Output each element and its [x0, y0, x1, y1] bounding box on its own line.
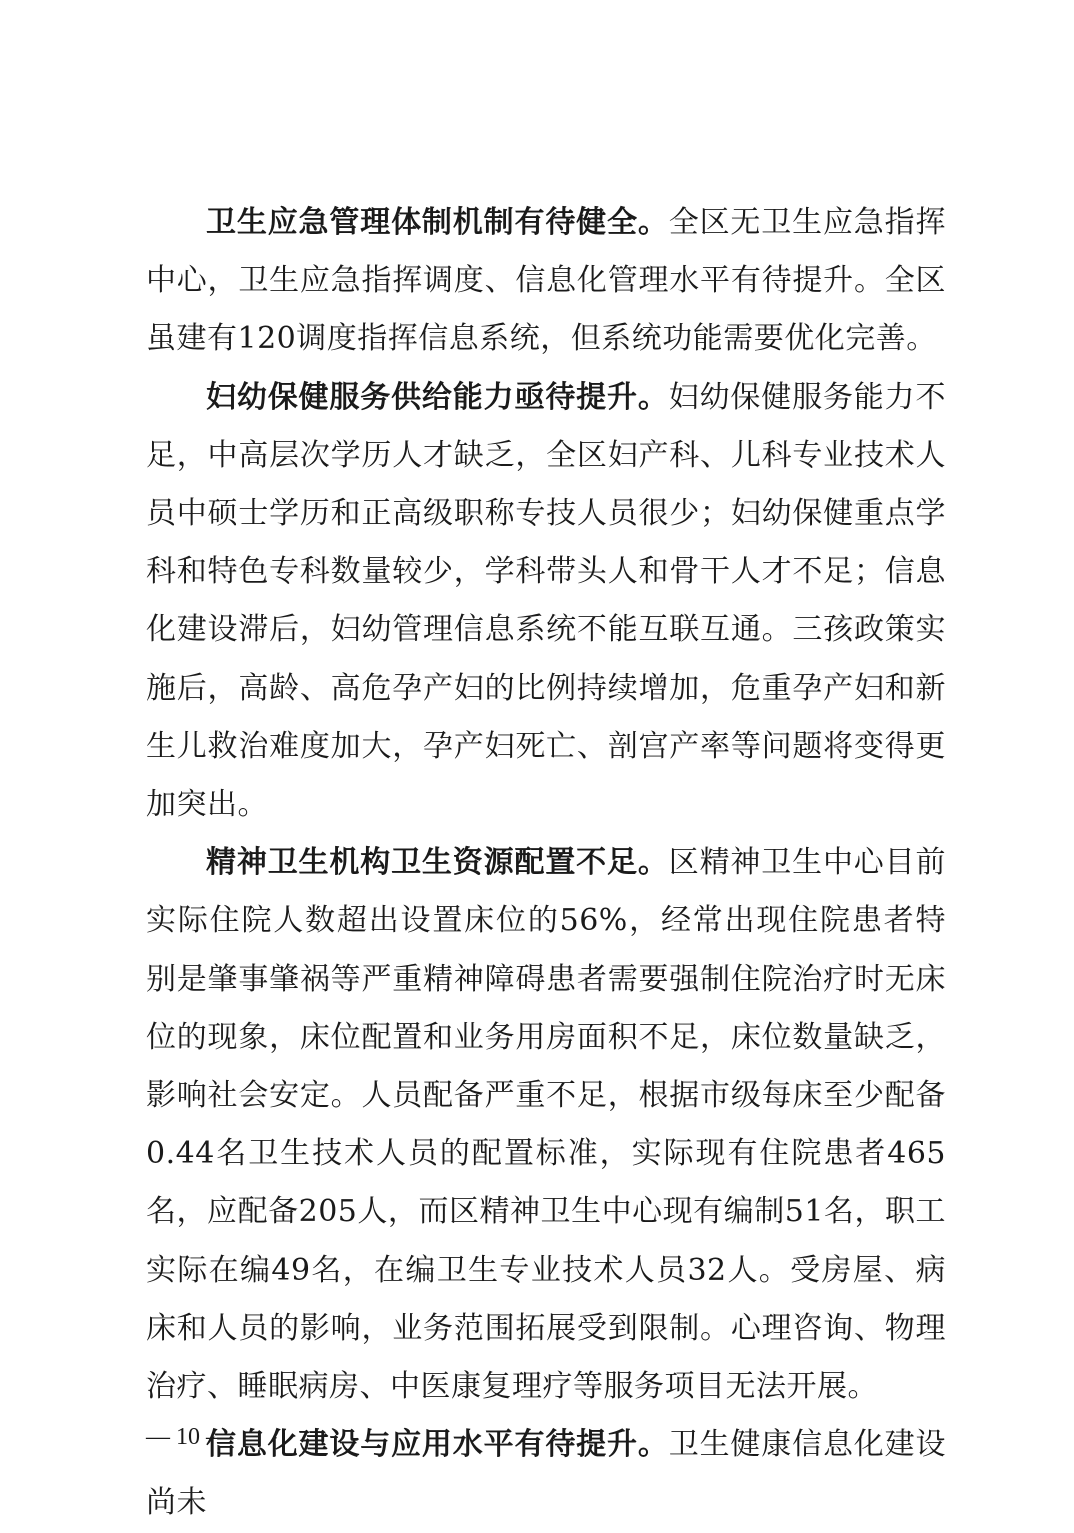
- paragraph-text: 妇幼保健服务能力不足，中高层次学历人才缺乏，全区妇产科、儿科专业技术人员中硕士学历和正高级职称专技人员很少；妇幼保健重点学科和特色专科数量较少，学科带头人和骨干人才不足；信息化建设滞后，妇幼管理信息系统不能互联互通。三孩政策实施后，高龄、高危孕产妇的比例持续增加，危重孕产妇和新生儿救治难度加大，孕产妇死亡、剖宫产率等问题将变得更加突出。: [146, 379, 947, 823]
- paragraph-text: 区精神卫生中心目前实际住院人数超出设置床位的56%，经常出现住院患者特别是肇事肇祸等严重精神障碍患者需要强制住院治疗时无床位的现象，床位配置和业务用房面积不足，床位数量缺乏，影响社会安定。人员配备严重不足，根据市级每床至少配备0.44名卫生技术人员的配置标准，实际现有住院患者465名，应配备205人，而区精神卫生中心现有编制51名，职工实际在编49名，在编卫生专业技术人员32人。受房屋、病床和人员的影响，业务范围拓展受到限制。心理咨询、物理治疗、睡眠病房、中医康复理疗等服务项目无法开展。: [146, 845, 947, 1405]
- paragraph-maternal-child-health: [146, 369, 946, 835]
- paragraph-text: 全区无卫生应急指挥中心，卫生应急指挥调度、信息化管理水平有待提升。全区虽建有120调度指挥信息系统，但系统功能需要优化完善。: [146, 205, 947, 357]
- page-number: — 10 —: [146, 1424, 230, 1450]
- paragraph-heading: 信息化建设与应用水平有待提升。: [206, 1427, 669, 1463]
- document-body: [146, 194, 946, 1533]
- paragraph-mental-health: [146, 834, 946, 1416]
- paragraph-heading: 卫生应急管理体制机制有待健全。: [206, 205, 669, 240]
- paragraph-informatization: [146, 1416, 946, 1532]
- paragraph-emergency-management: [146, 194, 946, 369]
- paragraph-heading: 精神卫生机构卫生资源配置不足。: [206, 845, 669, 881]
- paragraph-heading: 妇幼保健服务供给能力亟待提升。: [206, 379, 669, 415]
- paragraph-text: 卫生健康信息化建设尚未: [146, 1427, 947, 1521]
